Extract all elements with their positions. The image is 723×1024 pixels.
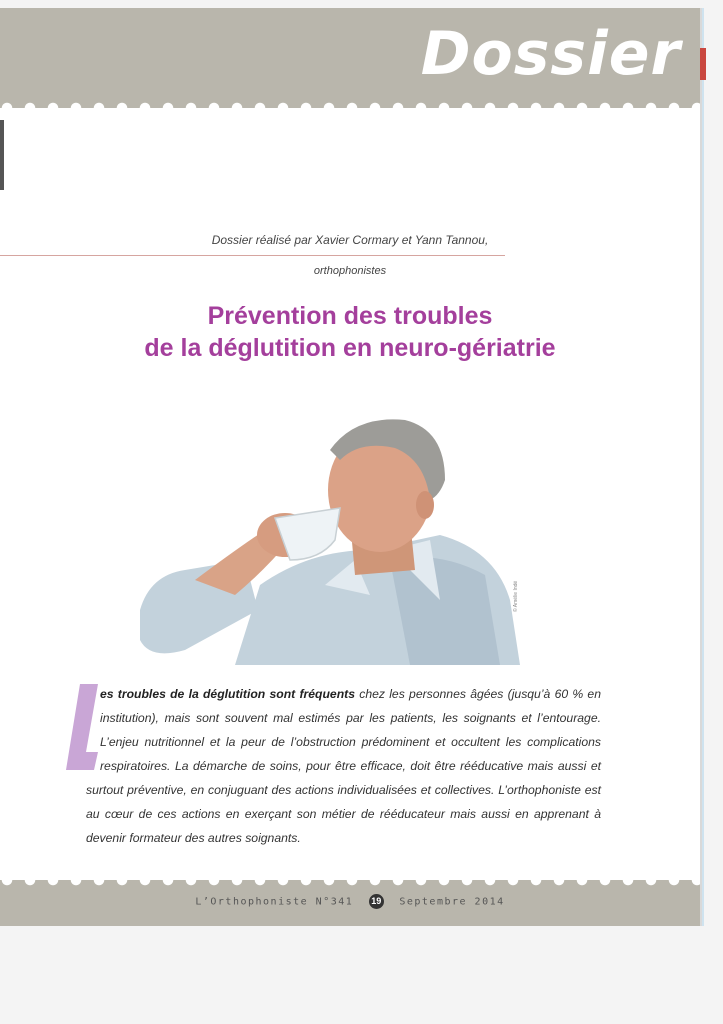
intro-body: chez les personnes âgées (jusqu’à 60 % en institution), mais sont souvent mal estimés par les patients, les soignants et l’entourage. L’enjeu nutritionnel et la peur de l’obstruction prédominent et occultent les complications respiratoires. La démarche de soins, pour être efficace, doit être rééducative mais aussi et surtout préventive, en conjuguant des actions individualisées et collectives. L’orthophoniste est au cœur de ces actions en exerçant son métier de rééducateur mais aussi en apprenant à devenir formateur des autres soignants. — [86, 687, 601, 845]
journal-name: L’Orthophoniste N°341 — [195, 896, 354, 908]
page-footer — [0, 894, 700, 909]
ear — [416, 491, 434, 519]
elderly-man-drinking-photo — [140, 410, 525, 665]
article-headline — [0, 300, 700, 364]
page-number: 19 — [369, 894, 384, 909]
credit-divider — [0, 255, 505, 256]
author-credit: Dossier réalisé par Xavier Cormary et Yann Tannou, — [211, 233, 489, 247]
intro-lead: es troubles de la déglutition sont fréquents — [100, 687, 355, 701]
header-scallop — [0, 101, 700, 115]
intro-paragraph — [86, 682, 601, 850]
footer-scallop — [0, 873, 700, 887]
section-title: Dossier — [420, 19, 681, 89]
headline-line-1: Prévention des troubles — [207, 302, 493, 330]
edge-mark-left — [0, 120, 4, 190]
issue-date: Septembre 2014 — [399, 896, 505, 908]
headline-line-2: de la déglutition en neuro-gériatrie — [144, 334, 556, 362]
edge-mark — [700, 48, 706, 80]
dropcap-letter-l — [66, 684, 98, 770]
photo-credit: © Amélie Indé — [513, 580, 519, 612]
author-role: orthophonistes — [313, 265, 387, 277]
